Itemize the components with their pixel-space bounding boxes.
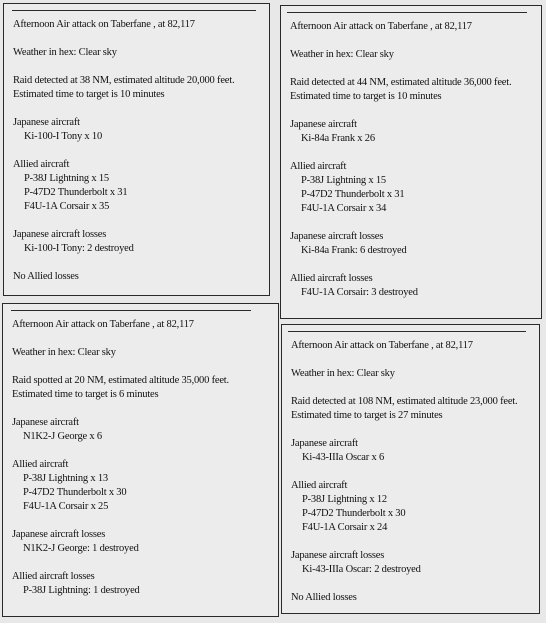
losses-heading: Japanese aircraft losses xyxy=(290,231,384,242)
japanese-aircraft-item: Ki-100-I Tony x 10 xyxy=(24,131,103,142)
losses-heading: Japanese aircraft losses xyxy=(291,550,385,561)
japanese-aircraft-heading: Japanese aircraft xyxy=(290,119,357,130)
loss-item: Ki-43-IIIa Oscar: 2 destroyed xyxy=(302,564,421,575)
eta-line: Estimated time to target is 10 minutes xyxy=(13,89,165,100)
allied-aircraft-item: F4U-1A Corsair x 25 xyxy=(23,501,109,512)
raid-line: Raid spotted at 20 NM, estimated altitude 35,000 feet. xyxy=(12,375,229,386)
allied-aircraft-item: P-38J Lightning x 15 xyxy=(24,173,109,184)
allied-aircraft-heading: Allied aircraft xyxy=(291,480,348,491)
report-title: Afternoon Air attack on Taberfane , at 82,117 xyxy=(13,19,195,30)
header-rule xyxy=(12,10,256,11)
combat-report-1 xyxy=(3,3,270,296)
header-rule xyxy=(11,310,251,311)
eta-line: Estimated time to target is 27 minutes xyxy=(291,410,443,421)
loss-item: Ki-100-I Tony: 2 destroyed xyxy=(24,243,134,254)
eta-line: Estimated time to target is 10 minutes xyxy=(290,91,442,102)
allied-aircraft-item: P-38J Lightning x 13 xyxy=(23,473,108,484)
losses-heading: Japanese aircraft losses xyxy=(13,229,107,240)
japanese-aircraft-heading: Japanese aircraft xyxy=(13,117,80,128)
report-title: Afternoon Air attack on Taberfane , at 82,117 xyxy=(291,340,473,351)
report-title: Afternoon Air attack on Taberfane , at 82,117 xyxy=(12,319,194,330)
report-title: Afternoon Air attack on Taberfane , at 82,117 xyxy=(290,21,472,32)
losses-heading: No Allied losses xyxy=(291,592,357,603)
loss-item: Ki-84a Frank: 6 destroyed xyxy=(301,245,407,256)
losses-heading: Allied aircraft losses xyxy=(290,273,373,284)
allied-aircraft-item: P-47D2 Thunderbolt x 31 xyxy=(301,189,405,200)
allied-aircraft-item: F4U-1A Corsair x 34 xyxy=(301,203,387,214)
allied-aircraft-item: F4U-1A Corsair x 35 xyxy=(24,201,110,212)
allied-aircraft-item: P-47D2 Thunderbolt x 30 xyxy=(302,508,406,519)
allied-aircraft-item: F4U-1A Corsair x 24 xyxy=(302,522,388,533)
japanese-aircraft-heading: Japanese aircraft xyxy=(291,438,358,449)
loss-item: F4U-1A Corsair: 3 destroyed xyxy=(301,287,418,298)
raid-line: Raid detected at 38 NM, estimated altitude 20,000 feet. xyxy=(13,75,235,86)
allied-aircraft-heading: Allied aircraft xyxy=(290,161,347,172)
raid-line: Raid detected at 108 NM, estimated altitude 23,000 feet. xyxy=(291,396,518,407)
combat-report-4 xyxy=(281,324,540,614)
allied-aircraft-heading: Allied aircraft xyxy=(13,159,70,170)
loss-item: P-38J Lightning: 1 destroyed xyxy=(23,585,140,596)
losses-heading: No Allied losses xyxy=(13,271,79,282)
japanese-aircraft-item: Ki-84a Frank x 26 xyxy=(301,133,375,144)
weather-line: Weather in hex: Clear sky xyxy=(12,347,116,358)
allied-aircraft-item: P-47D2 Thunderbolt x 30 xyxy=(23,487,127,498)
weather-line: Weather in hex: Clear sky xyxy=(13,47,117,58)
japanese-aircraft-item: N1K2-J George x 6 xyxy=(23,431,102,442)
header-rule xyxy=(288,331,526,332)
japanese-aircraft-heading: Japanese aircraft xyxy=(12,417,79,428)
eta-line: Estimated time to target is 6 minutes xyxy=(12,389,159,400)
combat-report-2 xyxy=(280,5,542,319)
allied-aircraft-item: P-47D2 Thunderbolt x 31 xyxy=(24,187,128,198)
japanese-aircraft-item: Ki-43-IIIa Oscar x 6 xyxy=(302,452,385,463)
raid-line: Raid detected at 44 NM, estimated altitude 36,000 feet. xyxy=(290,77,512,88)
allied-aircraft-item: P-38J Lightning x 12 xyxy=(302,494,387,505)
weather-line: Weather in hex: Clear sky xyxy=(291,368,395,379)
allied-aircraft-item: P-38J Lightning x 15 xyxy=(301,175,386,186)
weather-line: Weather in hex: Clear sky xyxy=(290,49,394,60)
header-rule xyxy=(287,12,527,13)
allied-aircraft-heading: Allied aircraft xyxy=(12,459,69,470)
combat-report-3 xyxy=(2,303,279,617)
loss-item: N1K2-J George: 1 destroyed xyxy=(23,543,139,554)
losses-heading: Japanese aircraft losses xyxy=(12,529,106,540)
losses-heading: Allied aircraft losses xyxy=(12,571,95,582)
